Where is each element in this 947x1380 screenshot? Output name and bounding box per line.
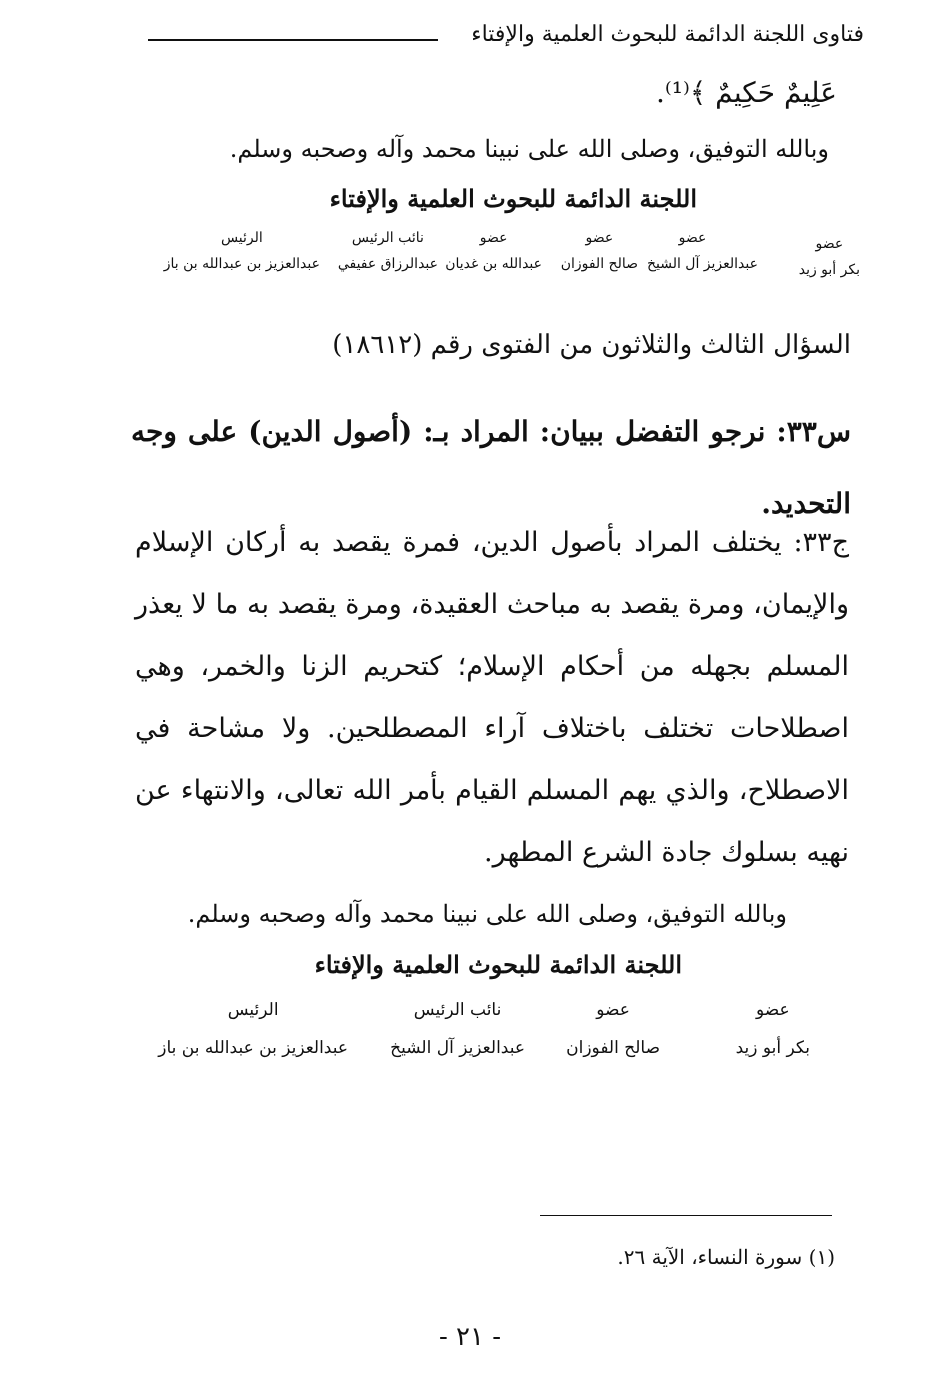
- committee-title-1: اللجنة الدائمة للبحوث العلمية والإفتاء: [329, 184, 697, 213]
- committee-title-2: اللجنة الدائمة للبحوث العلمية والإفتاء: [314, 950, 682, 979]
- header-title: فتاوى اللجنة الدائمة للبحوث العلمية والإفتاء: [471, 22, 864, 47]
- signature-name: بكر أبو زيد: [798, 262, 860, 278]
- signature-member: [445, 230, 542, 272]
- signature-member: [338, 230, 438, 272]
- signature-name: صالح الفوزان: [566, 1038, 660, 1058]
- question-text: س٣٣: نرجو التفضل ببيان: المراد بـ: (أصول الدين) على وجه التحديد.: [131, 415, 851, 520]
- signatures-2: [130, 1000, 860, 1070]
- answer-text: ج٣٣: يختلف المراد بأصول الدين، فمرة يقصد به أركان الإسلام والإيمان، ومرة يقصد به مباحث العقيدة، ومرة يقصد به ما لا يعذر المسلم بجهله من أحكام الإسلام؛ كتحريم الزنا والخمر، وهي اصطلاحات تختلف باختلاف آراء المصطلحين. ولا مشاحة في الاصطلاح، والذي يهم المسلم القيام بأمر الله تعالى، والانتهاء عن نهيه بسلوك جادة الشرع المطهر.: [135, 527, 849, 868]
- signature-role: عضو: [585, 230, 614, 246]
- signature-member: [390, 1000, 525, 1058]
- signature-name: عبدالله بن غديان: [445, 256, 542, 272]
- signature-name: صالح الفوزان: [560, 256, 638, 272]
- question-title: السؤال الثالث والثلاثون من الفتوى رقم (١٨٦١٢): [332, 330, 851, 360]
- running-header: [140, 22, 864, 56]
- signature-role: نائب الرئيس: [351, 230, 424, 246]
- signature-role: عضو: [815, 236, 844, 252]
- closing-line-2: وبالله التوفيق، وصلى الله على نبينا محمد وآله وصحبه وسلم.: [187, 900, 787, 928]
- verse-end: عَلِيمٌ حَكِيمٌ ﴾⁽¹⁾.: [655, 76, 837, 109]
- footnote: (١) سورة النساء، الآية ٢٦.: [617, 1245, 835, 1269]
- signature-role: عضو: [755, 1000, 790, 1020]
- signature-name: بكر أبو زيد: [735, 1038, 810, 1058]
- signature-member: [158, 1000, 348, 1058]
- signature-member: [164, 230, 320, 272]
- signature-role: عضو: [479, 230, 508, 246]
- signature-name: عبدالرزاق عفيفي: [337, 256, 438, 272]
- signature-name: عبدالعزيز بن عبدالله بن باز: [163, 256, 320, 272]
- signature-member: [561, 230, 638, 272]
- signature-role: الرئيس: [227, 1000, 279, 1020]
- signature-role: نائب الرئيس: [413, 1000, 502, 1020]
- footnote-rule: [540, 1215, 832, 1216]
- signature-name: عبدالعزيز بن عبدالله بن باز: [158, 1038, 348, 1058]
- signature-member: [799, 230, 860, 278]
- signature-member: [736, 1000, 810, 1058]
- signature-member: [566, 1000, 660, 1058]
- signature-role: عضو: [596, 1000, 630, 1020]
- signature-member: [647, 230, 758, 272]
- closing-line-1: وبالله التوفيق، وصلى الله على نبينا محمد وآله وصحبه وسلم.: [229, 135, 829, 163]
- signature-role: عضو: [678, 230, 707, 246]
- page-number: - ٢١ -: [438, 1322, 502, 1352]
- signatures-1: [130, 230, 860, 300]
- header-rule: [148, 39, 438, 41]
- signature-name: عبدالعزيز آل الشيخ: [390, 1038, 525, 1058]
- signature-role: الرئيس: [220, 230, 263, 246]
- signature-name: عبدالعزيز آل الشيخ: [646, 256, 758, 272]
